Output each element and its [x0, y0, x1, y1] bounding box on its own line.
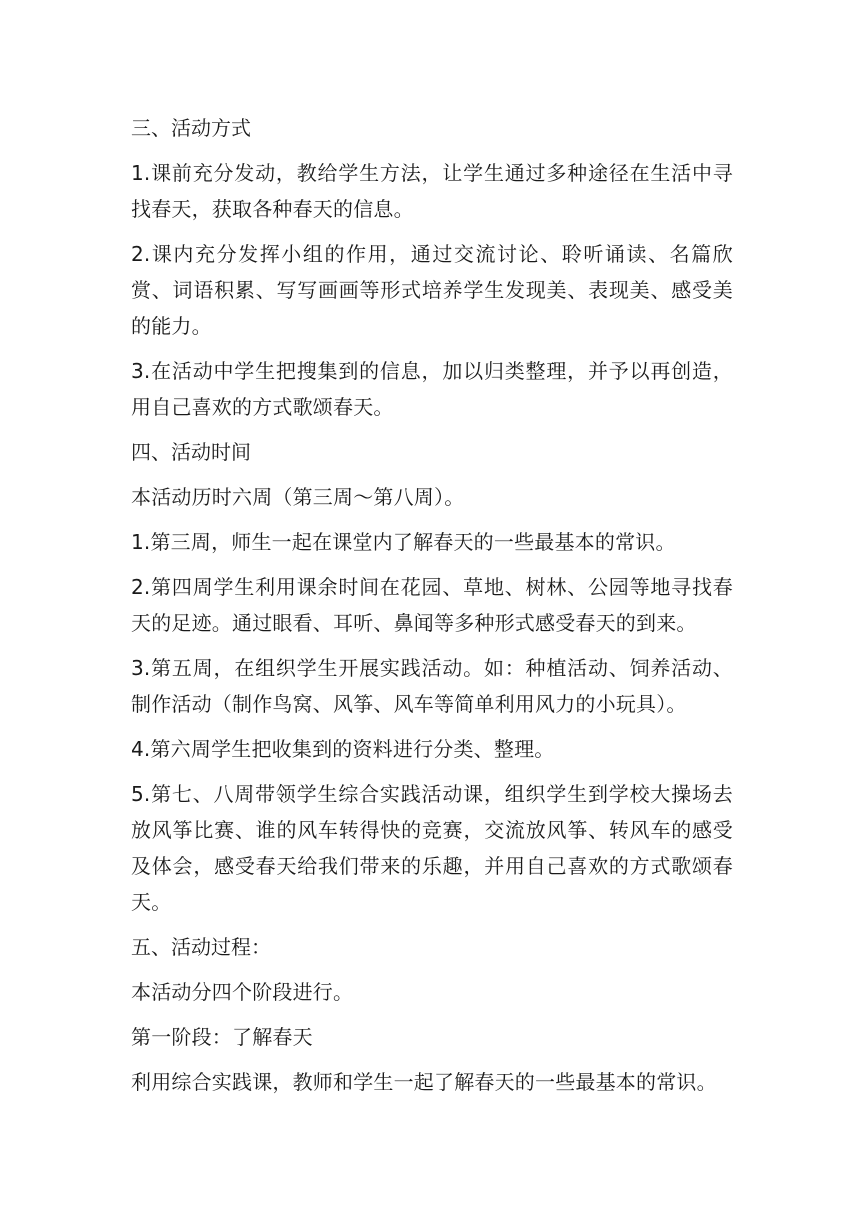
section-heading-activity-method: 三、活动方式 — [131, 116, 251, 140]
paragraph-time-2: 2.第四周学生利用课余时间在花园、草地、树林、公园等地寻找春天的足迹。通过眼看、耳听、鼻闻等多种形式感受春天的到来。 — [131, 575, 733, 635]
paragraph-time-5: 5.第七、八周带领学生综合实践活动课，组织学生到学校大操场去放风筝比赛、谁的风车转得快的竞赛，交流放风筝、转风车的感受及体会，感受春天给我们带来的乐趣，并用自己喜欢的方式歌颂春天。 — [131, 782, 733, 914]
section-heading-activity-process: 五、活动过程： — [131, 935, 271, 959]
paragraph-time-1: 1.第三周，师生一起在课堂内了解春天的一些最基本的常识。 — [131, 530, 676, 554]
paragraph-method-1: 1.课前充分发动，教给学生方法，让学生通过多种途径在生活中寻找春天，获取各种春天的信息。 — [131, 161, 733, 221]
document-body — [131, 110, 733, 1109]
paragraph-time-intro: 本活动历时六周（第三周～第八周）。 — [131, 485, 465, 509]
paragraph-stage-one: 利用综合实践课，教师和学生一起了解春天的一些最基本的常识。 — [131, 1070, 717, 1094]
paragraph-method-2: 2.课内充分发挥小组的作用，通过交流讨论、聆听诵读、名篇欣赏、词语积累、写写画画等形式培养学生发现美、表现美、感受美的能力。 — [131, 242, 733, 338]
paragraph-time-4: 4.第六周学生把收集到的资料进行分类、整理。 — [131, 737, 555, 761]
paragraph-process-intro: 本活动分四个阶段进行。 — [131, 980, 354, 1004]
section-heading-activity-time: 四、活动时间 — [131, 440, 251, 464]
subheading-stage-one: 第一阶段：了解春天 — [131, 1025, 313, 1049]
paragraph-method-3: 3.在活动中学生把搜集到的信息，加以归类整理，并予以再创造，用自己喜欢的方式歌颂春天。 — [131, 359, 733, 419]
paragraph-time-3: 3.第五周，在组织学生开展实践活动。如：种植活动、饲养活动、制作活动（制作鸟窝、风筝、风车等简单利用风力的小玩具）。 — [131, 656, 733, 716]
